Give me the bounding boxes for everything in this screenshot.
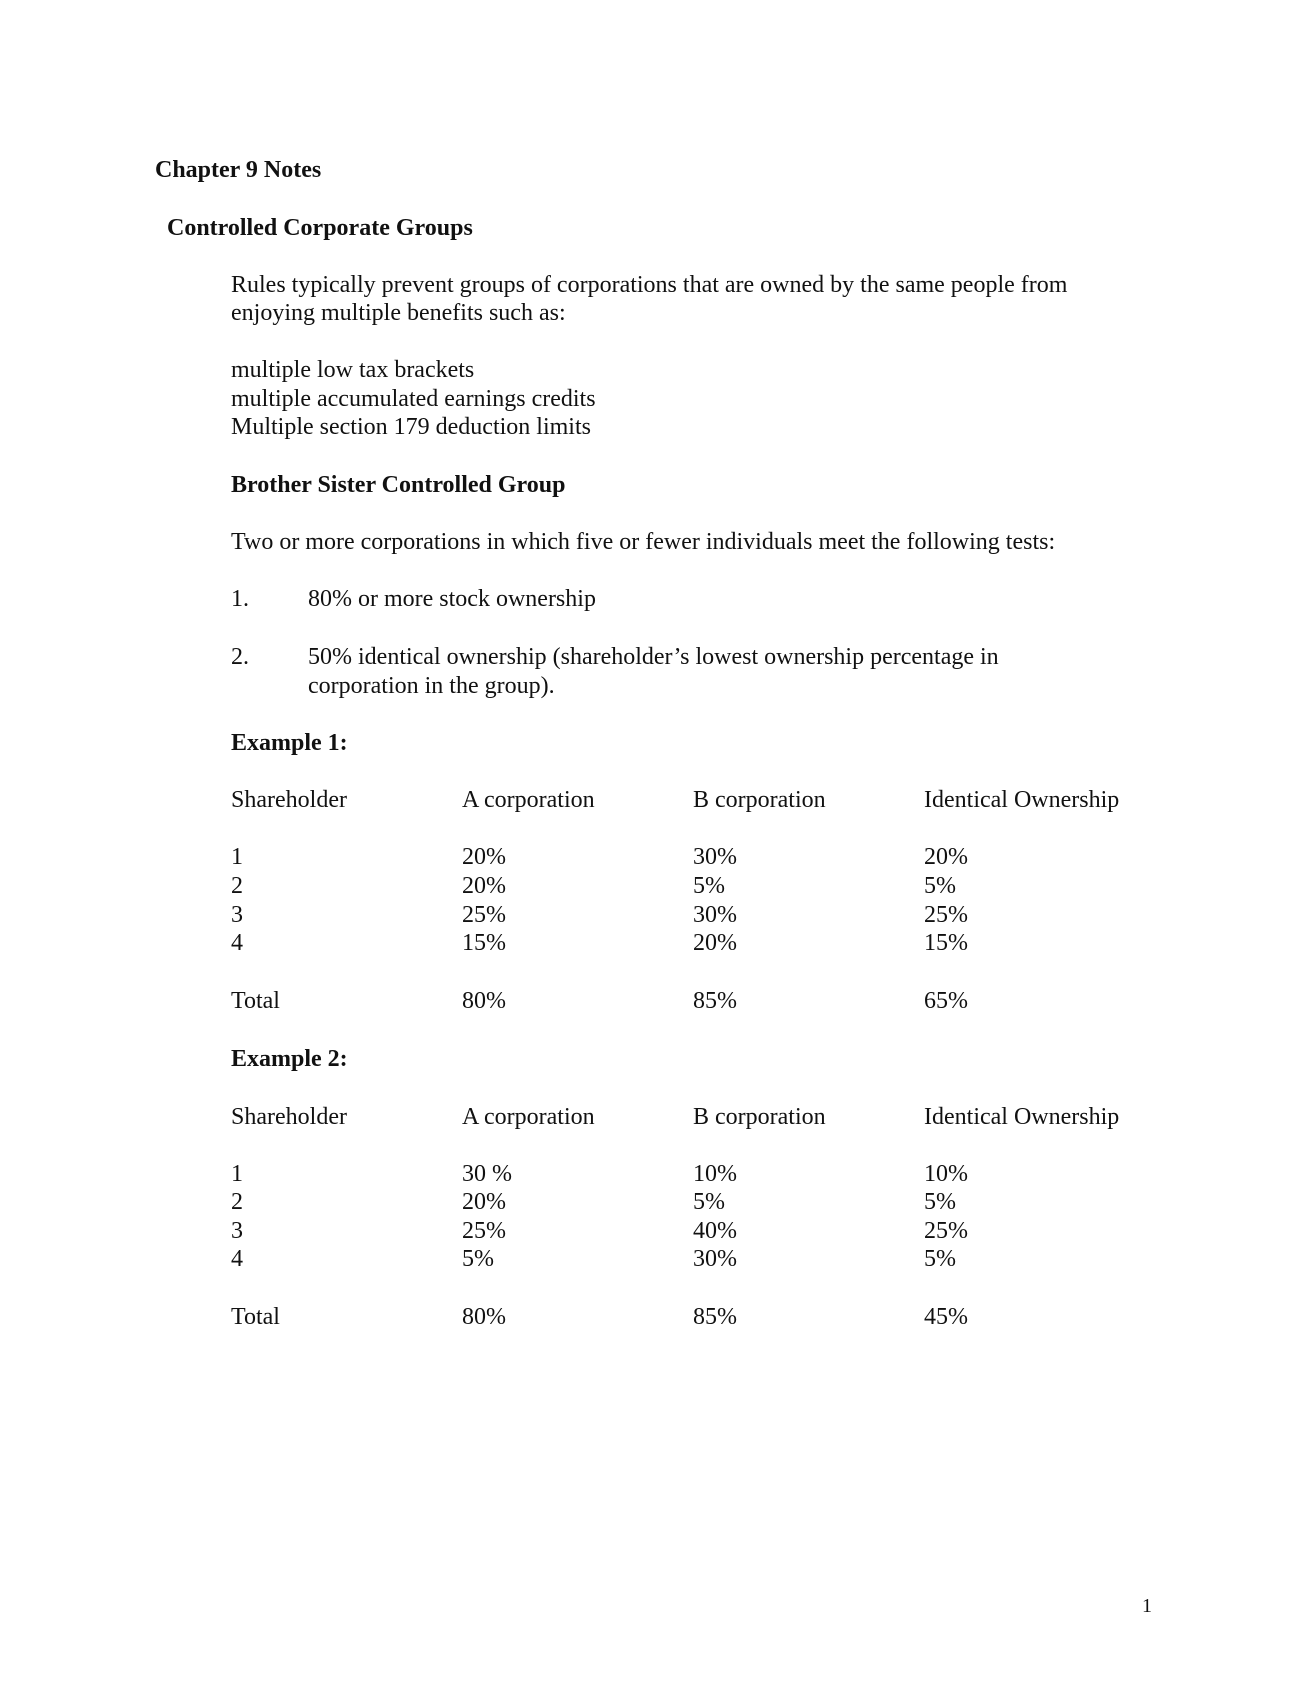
list-item: Multiple section 179 deduction limits — [231, 414, 591, 440]
table-cell: 65% — [924, 988, 968, 1014]
table-cell: 4 — [231, 1246, 243, 1272]
table-cell: 85% — [693, 1304, 737, 1330]
subsection-title: Brother Sister Controlled Group — [231, 472, 566, 498]
table-cell: 40% — [693, 1218, 737, 1244]
table-cell: Total — [231, 988, 280, 1014]
test-number: 1. — [231, 586, 249, 612]
column-header: Shareholder — [231, 787, 347, 813]
table-cell: 5% — [924, 1189, 956, 1215]
table-cell: 25% — [462, 1218, 506, 1244]
column-header: B corporation — [693, 1104, 826, 1130]
table-cell: 1 — [231, 844, 243, 870]
column-header: Identical Ownership — [924, 1104, 1120, 1130]
table-cell: 15% — [924, 930, 968, 956]
table-cell: 5% — [924, 1246, 956, 1272]
test-text: 80% or more stock ownership — [308, 586, 596, 612]
table-cell: 20% — [462, 844, 506, 870]
table-cell: 5% — [693, 873, 725, 899]
table-cell: 20% — [924, 844, 968, 870]
table-cell: 4 — [231, 930, 243, 956]
table-cell: 5% — [693, 1189, 725, 1215]
table-cell: 30% — [693, 844, 737, 870]
table-cell: 30% — [693, 902, 737, 928]
column-header: A corporation — [462, 787, 595, 813]
column-header: A corporation — [462, 1104, 595, 1130]
table-cell: 5% — [462, 1246, 494, 1272]
example-title: Example 2: — [231, 1046, 348, 1072]
table-cell: 15% — [462, 930, 506, 956]
page-number: 1 — [1142, 1595, 1152, 1617]
table-cell: 1 — [231, 1161, 243, 1187]
table-cell: 10% — [693, 1161, 737, 1187]
table-cell: 25% — [462, 902, 506, 928]
table-cell: 3 — [231, 902, 243, 928]
chapter-title: Chapter 9 Notes — [155, 157, 322, 183]
table-cell: 2 — [231, 1189, 243, 1215]
table-cell: 85% — [693, 988, 737, 1014]
list-item: multiple low tax brackets — [231, 357, 475, 383]
column-header: Identical Ownership — [924, 787, 1120, 813]
table-cell: 3 — [231, 1218, 243, 1244]
test-number: 2. — [231, 644, 249, 670]
table-cell: 20% — [462, 1189, 506, 1215]
tests-intro: Two or more corporations in which five or fewer individuals meet the following tests: — [231, 529, 1056, 555]
table-cell: Total — [231, 1304, 280, 1330]
table-cell: 2 — [231, 873, 243, 899]
test-text-continued: corporation in the group). — [308, 673, 555, 699]
table-cell: 25% — [924, 902, 968, 928]
table-cell: 45% — [924, 1304, 968, 1330]
table-cell: 30% — [693, 1246, 737, 1272]
list-item: multiple accumulated earnings credits — [231, 386, 596, 412]
section-title: Controlled Corporate Groups — [167, 215, 473, 241]
table-cell: 20% — [693, 930, 737, 956]
test-text: 50% identical ownership (shareholder’s lowest ownership percentage in — [308, 644, 999, 670]
table-cell: 30 % — [462, 1161, 512, 1187]
column-header: Shareholder — [231, 1104, 347, 1130]
intro-line-2: enjoying multiple benefits such as: — [231, 300, 566, 326]
column-header: B corporation — [693, 787, 826, 813]
table-cell: 10% — [924, 1161, 968, 1187]
table-cell: 5% — [924, 873, 956, 899]
intro-line-1: Rules typically prevent groups of corporations that are owned by the same people from — [231, 272, 1068, 298]
table-cell: 80% — [462, 1304, 506, 1330]
table-cell: 20% — [462, 873, 506, 899]
table-cell: 25% — [924, 1218, 968, 1244]
table-cell: 80% — [462, 988, 506, 1014]
example-title: Example 1: — [231, 730, 348, 756]
